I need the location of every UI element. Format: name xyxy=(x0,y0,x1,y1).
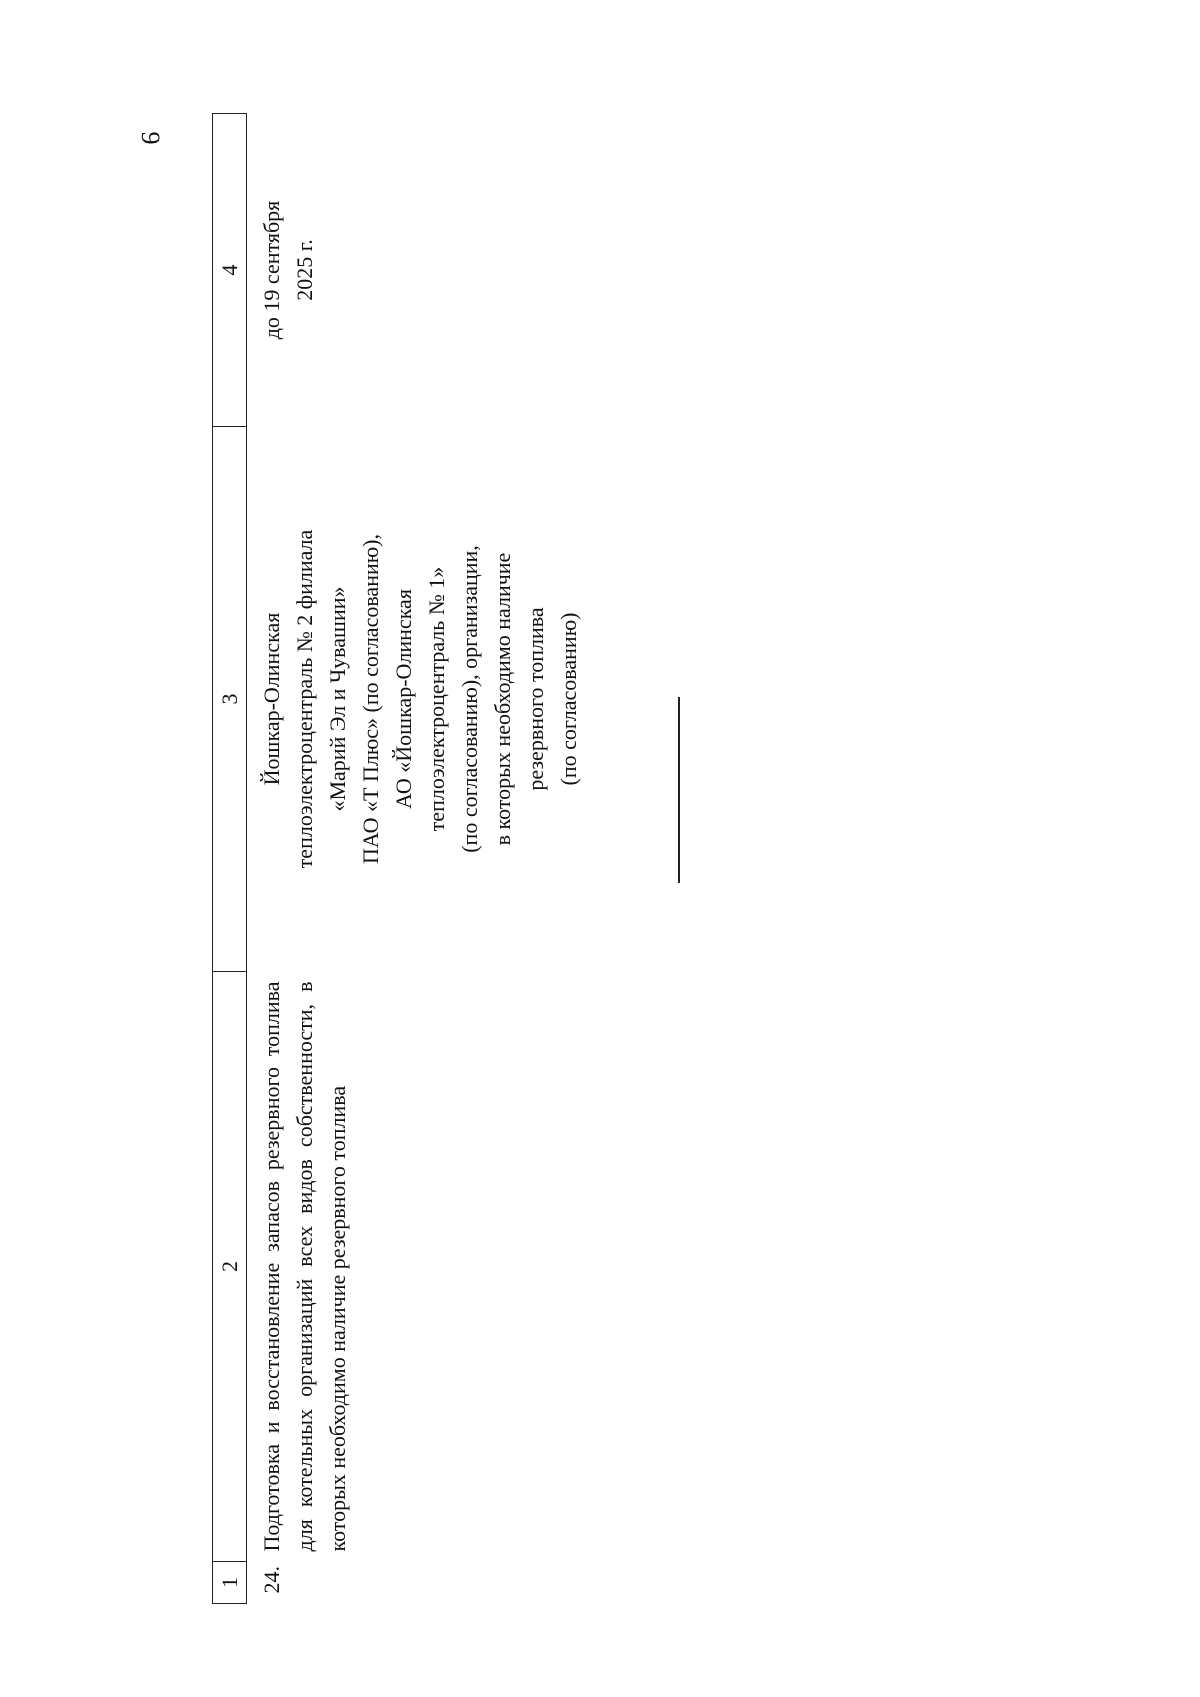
responsible-line: резервного топлива xyxy=(523,607,548,791)
row-number: 24. xyxy=(259,1566,284,1594)
deadline xyxy=(247,114,590,427)
responsible-line: «Марий Эл и Чувашии» xyxy=(325,586,350,812)
responsible-line: теплоэлектроцентраль № 2 филиала xyxy=(292,529,317,869)
plan-table xyxy=(212,113,589,1604)
table-frame xyxy=(212,114,732,1604)
responsible-line: в которых необходимо наличие xyxy=(490,552,515,846)
column-header-1: 1 xyxy=(213,1562,247,1604)
measure-description: Подготовка и восстановление запасов резервного топлива для котельных организаций всех видов собственности, в которых необходимо наличие резервного топлива xyxy=(259,981,350,1552)
responsible-parties xyxy=(247,427,590,972)
column-header-4: 4 xyxy=(213,114,247,427)
responsible-line: АО «Йошкар-Олинская xyxy=(391,589,416,809)
responsible-line: теплоэлектроцентраль № 1» xyxy=(424,566,449,832)
responsible-line: (по согласованию), организации, xyxy=(457,545,482,853)
responsible-line: Йошкар-Олинская xyxy=(259,612,284,786)
table-row xyxy=(247,114,590,1604)
responsible-line: (по согласованию) xyxy=(556,612,581,786)
deadline-line: до 19 сентября xyxy=(259,200,284,340)
responsible-line: ПАО «Т Плюс» (по согласованию), xyxy=(358,533,383,865)
deadline-line: 2025 г. xyxy=(292,239,317,301)
header-row xyxy=(213,114,247,1604)
column-header-2: 2 xyxy=(213,972,247,1562)
page-number: 9 xyxy=(136,131,165,145)
rotated-table-wrapper xyxy=(212,114,732,1604)
column-header-3: 3 xyxy=(213,427,247,972)
end-divider-line xyxy=(678,697,680,883)
